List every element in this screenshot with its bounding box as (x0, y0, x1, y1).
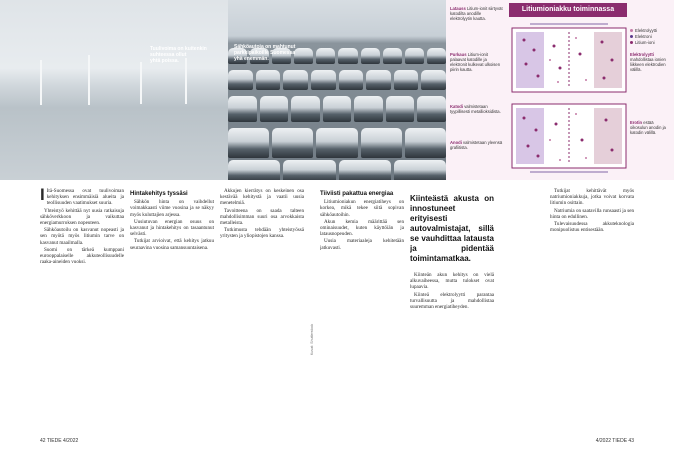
page-folio-right: 4/2022 TIEDE 43 (595, 438, 634, 444)
article-column-5: Kiinteästä akusta on innostuneet erityisesti autovalmistajat, sillä se vauhdittaa latausta ja pidentää toimintamatkaa. Kiinteän akun kehitys on vielä alkuvaiheessa, mutta tulokset ovat lupaavia. Kiinteä elektrolyytti parantaa turvallisuutta ja mahdollistaa suuremman energiatiheyden. (410, 194, 494, 311)
wind-photo-caption: Tuulivoima on kuitenkin suhteessa ollut yhtä poissa. (150, 46, 207, 64)
note-cathode: Katodi valmistetaan tyypillisesti metallioksidista. (450, 104, 501, 114)
infographic-legend: Elektrolyytti Elektroni Litium-ioni (630, 28, 657, 46)
article-column-1: I Itä-Suomessa ovat tuulivoiman kehityksen ensimmäisiä alueita ja teollisuuden vaatimukset suuria. Yhteistyö kehittää nyt uusia ratkaisuja sähköverkkoon ja vaikuttaa energiamurroksen nopeuteen. Sähköautoilu on kasvanut nopeasti ja sen myötä myös litiumin tarve on kasvanut maailmalla. Suomi on tärkeä kumppani eurooppalaiselle akkuteollisuudelle raaka-aineiden vuoksi. (40, 188, 124, 266)
note-separator: Erotin estää oikosulun anodin ja katodin välillä. (630, 120, 666, 135)
charge-cathode (516, 32, 544, 88)
article-column-3: Akkujen kierrätys on keskeinen osa kestävää kehitystä ja vaatii uusia menetelmiä. Tavoitteena on saada talteen mahdollisimman suuri osa arvokkaista metalleista. Tutkimusta tehdään yhteistyössä yritysten ja yliopistojen kanssa. (220, 188, 304, 240)
note-anode: Anodi valmistetaan yleensä grafiitista. (450, 140, 503, 150)
drop-cap: I (40, 188, 45, 204)
page-folio-left: 42 TIEDE 4/2022 (40, 438, 79, 444)
photo-credit: Kuvat: Shutterstock (310, 323, 314, 355)
wind-turbine-photo (0, 0, 228, 180)
article-column-2: Hintakehitys tyssäsi Sähkön hinta on vaihdellut voimakkaasti viime vuosina ja se näkyy myös kuluttajien arjessa. Uusiutuvan energian osuus on kasvanut ja hintakehitys on tasaantunut selvästi. Tutkijat arvioivat, että kehitys jatkuu seuraavina vuosina samansuuntaisena. (130, 191, 214, 251)
subheading-tiiviisti: Tiiviisti pakattua energiaa (320, 191, 394, 197)
note-discharging: Purkaus Litium-ionit palaavat katodille ja elektronit kulkevat ulkoisen piirin kautta. (450, 52, 501, 72)
discharge-cathode (516, 108, 544, 164)
infographic-title: Litiumioniakku toiminnassa (509, 3, 627, 17)
note-electrolyte: Elektrolyytti mahdollistaa ionien liikkeen elektrodien välillä. (630, 52, 666, 72)
battery-diagram (510, 20, 628, 176)
charge-anode (594, 32, 622, 88)
discharge-anode (594, 108, 622, 164)
cars-photo-caption: Sähköautoja on mahtunut parkkipaikoille Suomessa yhä enemmän. (234, 44, 296, 62)
note-charging: Latauss Litium-ionit siirtyvät katodilta anodille elektrolyytin kautta. (450, 6, 503, 21)
article-column-6: Tutkijat kehittävät myös natriumioniakkuja, jotka voivat korvata litiumin osittain. Natriumia on saatavilla runsaasti ja sen hinta on edullinen. Tulevaisuudessa akkuteknologia monipuolistuu entisestään. (550, 188, 634, 234)
subheading-hintakehitys: Hintakehitys tyssäsi (130, 191, 188, 197)
parked-cars-photo (228, 0, 446, 180)
battery-infographic (446, 0, 674, 180)
article-column-4: Tiiviisti pakattua energiaa Litiumioniakun energiatiheys on korkea, mikä tekee siitä sopivan sähköautoihin. Akun kemia määrittää sen ominaisuudet, kuten käyttöiän ja latausnopeuden. Uusia materiaaleja kehitetään jatkuvasti. (320, 191, 404, 251)
pull-quote: Kiinteästä akusta on innostuneet erityisesti autovalmistajat, sillä se vauhdittaa latausta ja pidentää toimintamatkaa. (410, 194, 494, 263)
